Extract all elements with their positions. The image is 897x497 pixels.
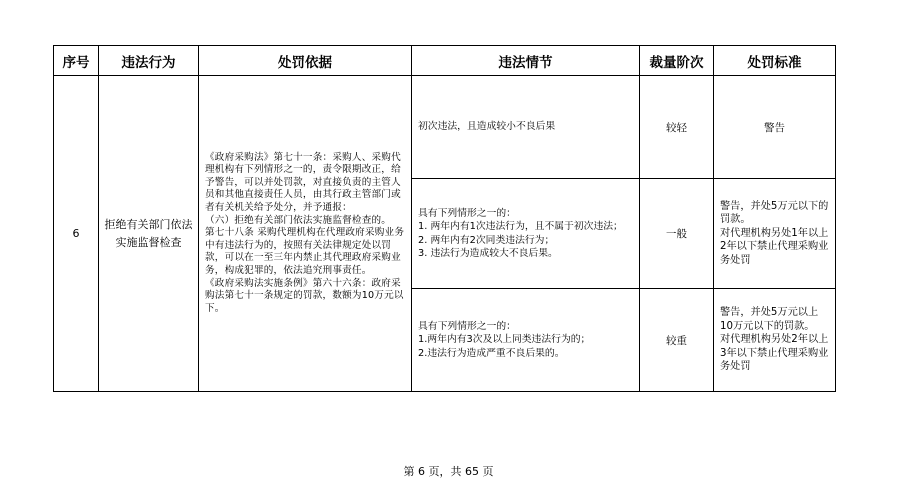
header-violation: 违法行为 [99,46,199,76]
level-general: 一般 [640,179,714,289]
table-header-row [54,46,836,76]
table-row [54,76,836,179]
page-number: 第 6 页，共 65 页 [403,465,494,478]
header-legal-basis: 处罚依据 [199,46,412,76]
header-discretion-level: 裁量阶次 [640,46,714,76]
standard-minor: 警告 [714,76,836,179]
circumstance-serious: 具有下列情形之一的： 1.两年内有3次及以上同类违法行为的； 2.违法行为造成严重不良后果的。 [412,289,640,392]
header-violation-circumstances: 违法情节 [412,46,640,76]
legal-basis-text: 《政府采购法》第七十一条：采购人、采购代理机构有下列情形之一的，责令限期改正，给予警告，可以并处罚款，对直接负责的主管人员和其他直接责任人员，由其行政主管部门或者有关机关给予处分，并予通报： （六）拒绝有关部门依法实施监督检查的。 第七十八条 采购代理机构在代理政府采购业务中有违法行为的，按照有关法律规定处以罚款，可以在一至三年内禁止其代理政府采购业务，构成犯罪的，依法追究刑事责任。 《政府采购法实施条例》第六十六条：政府采购法第七十一条规定的罚款，数额为10万元以下。 [205,151,405,314]
standard-serious: 警告，并处5万元以上10万元以下的罚款。 对代理机构另处2年以上3年以下禁止代理采购业务处罚 [714,289,836,392]
circumstance-general: 具有下列情形之一的： 1. 两年内有1次违法行为，且不属于初次违法； 2. 两年内有2次同类违法行为； 3. 违法行为造成较大不良后果。 [412,179,640,289]
penalty-table [53,45,836,392]
row-violation: 拒绝有关部门依法实施监督检查 [99,76,199,392]
circumstance-minor: 初次违法，且造成较小不良后果 [412,76,640,179]
standard-general: 警告，并处5万元以下的罚款。 对代理机构另处1年以上2年以下禁止代理采购业务处罚 [714,179,836,289]
header-serial-number: 序号 [54,46,99,76]
row-legal-basis-cell [199,76,412,392]
header-penalty-standard: 处罚标准 [714,46,836,76]
row-serial-number: 6 [54,76,99,392]
level-minor: 较轻 [640,76,714,179]
level-serious: 较重 [640,289,714,392]
